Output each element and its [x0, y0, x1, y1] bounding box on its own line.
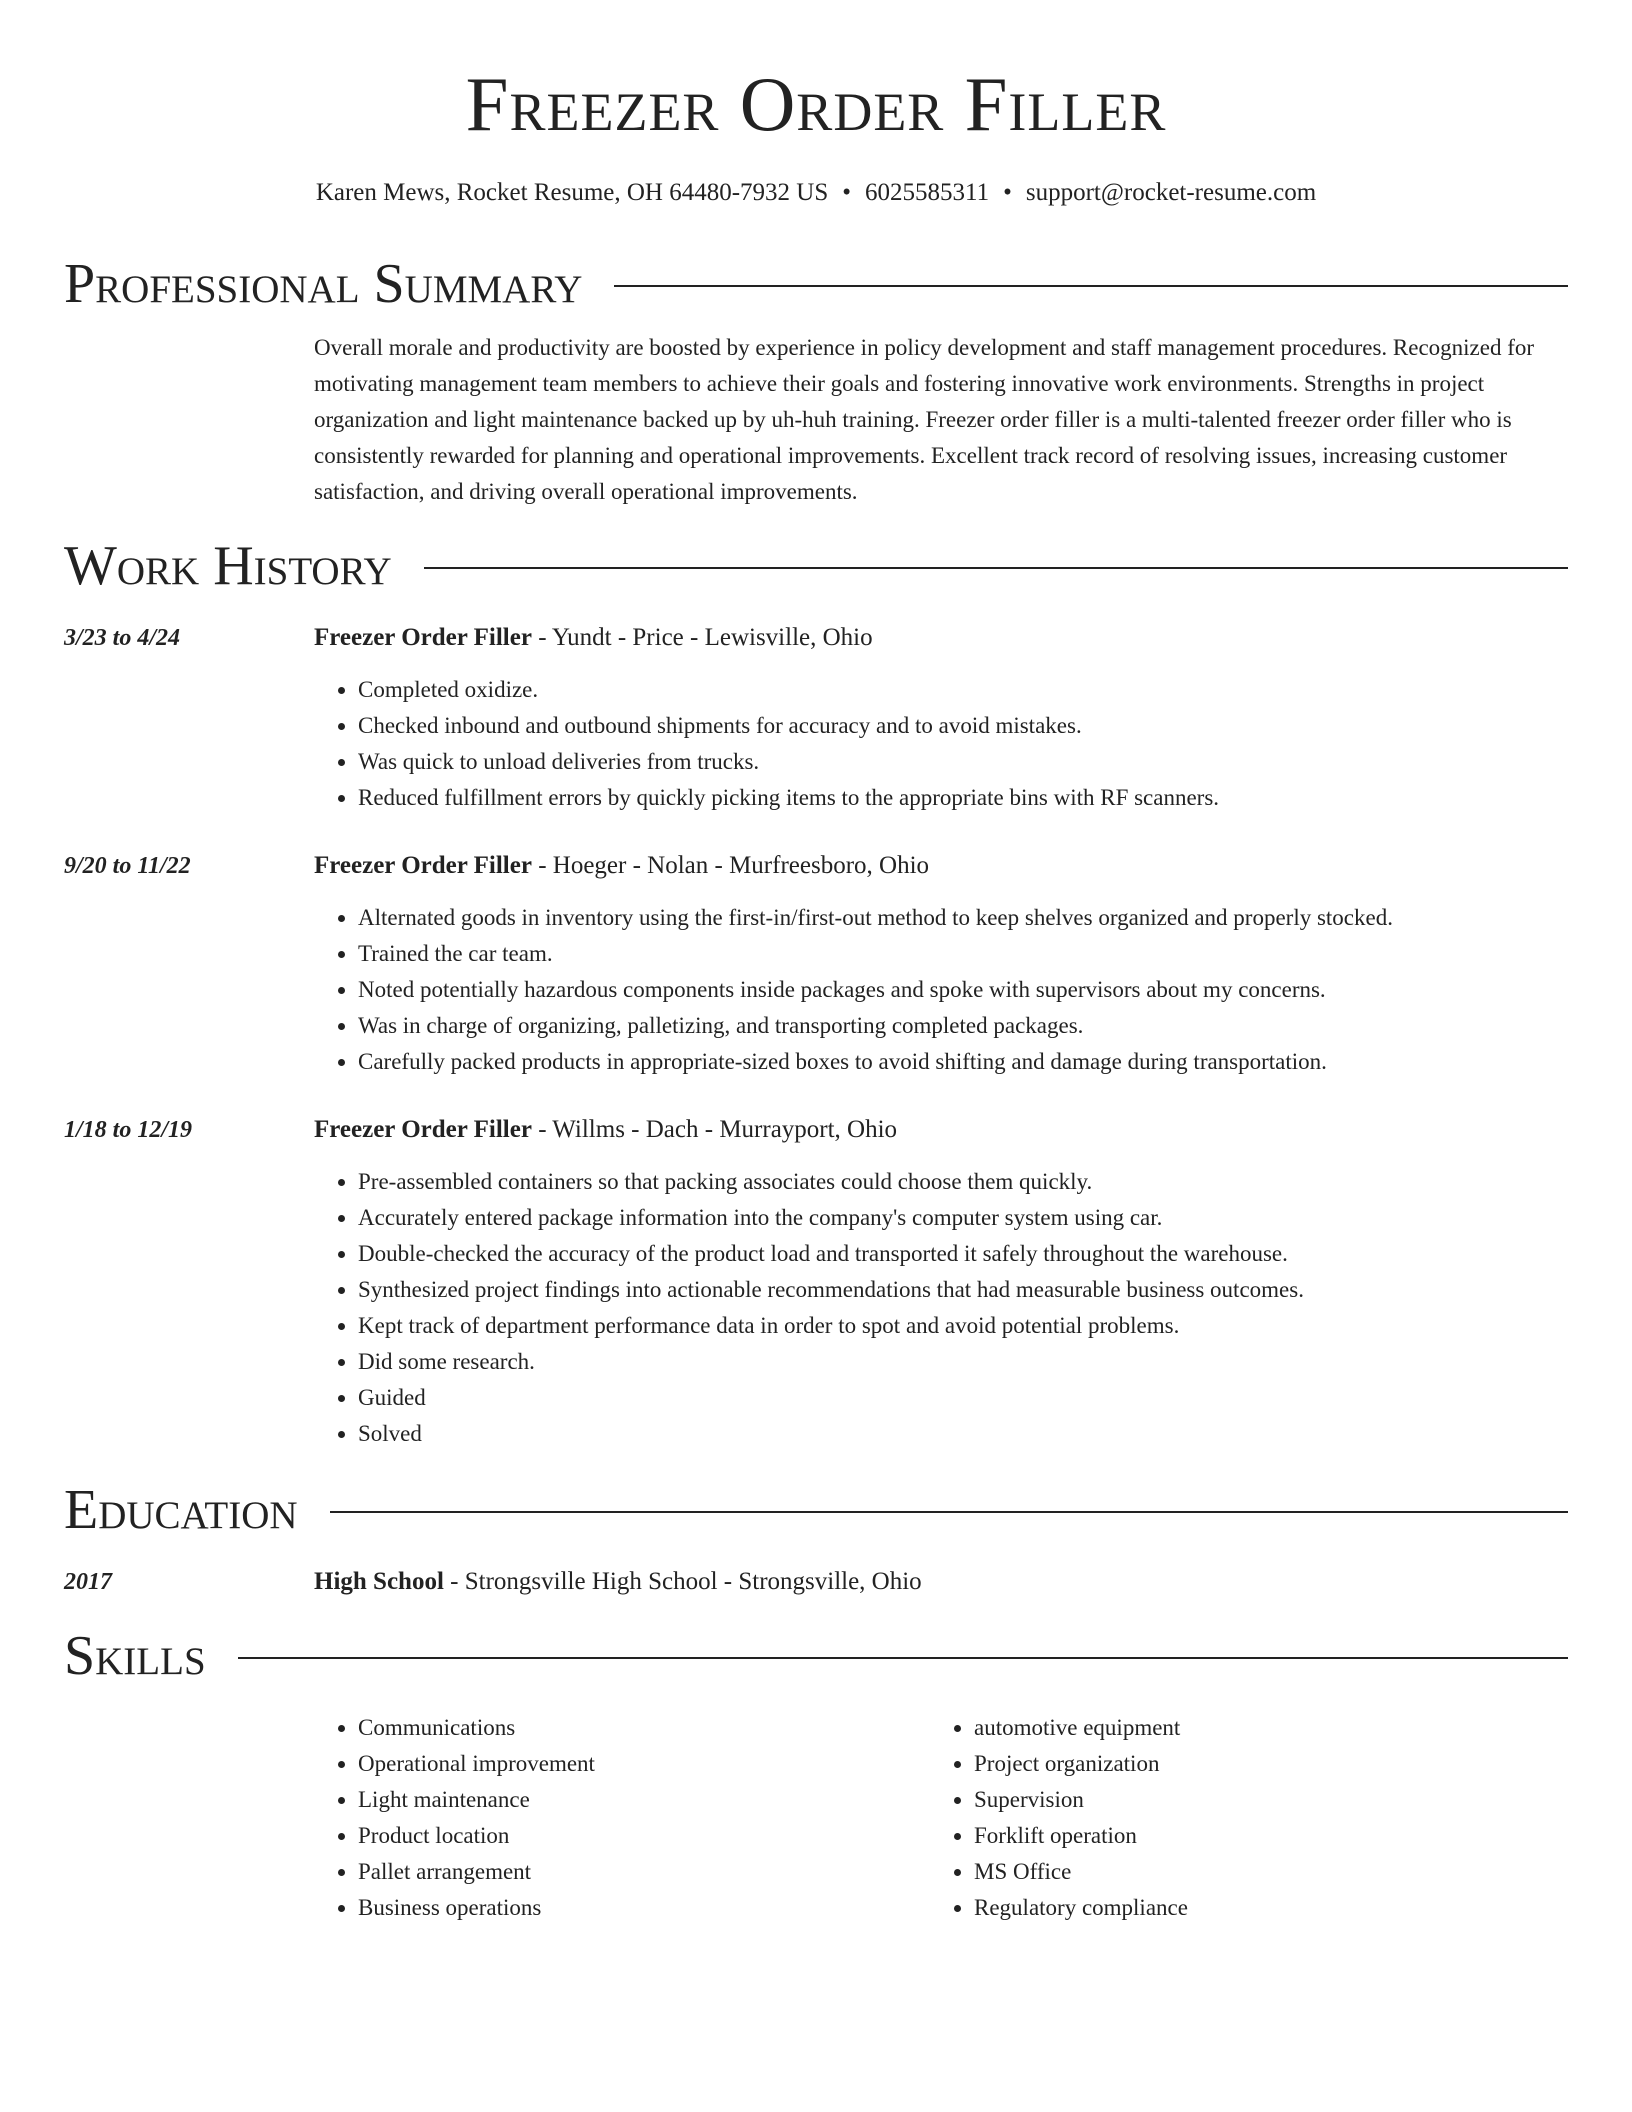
job-entry: [64, 1112, 1568, 1452]
job-bullet: • Was quick to unload deliveries from trucks.: [358, 744, 1568, 780]
skills-column-left: [314, 1710, 930, 1926]
contact-separator: •: [842, 179, 852, 206]
education-body: [314, 1564, 1568, 1600]
job-bullet: • Guided: [358, 1380, 1568, 1416]
job-bullet: • Trained the car team.: [358, 936, 1568, 972]
job-bullet: • Reduced fulfillment errors by quickly picking items to the appropriate bins with RF scanners.: [358, 780, 1568, 816]
job-body: [314, 1112, 1568, 1452]
section-divider: [330, 1511, 1568, 1513]
contact-phone: 6025585311: [865, 179, 990, 206]
section-title-skills: Skills: [64, 1625, 206, 1687]
resume-title: Freezer Order Filler: [465, 61, 1167, 147]
section-divider: [424, 567, 1568, 569]
section-header-education: [64, 1478, 1568, 1542]
job-bullet: • Carefully packed products in appropriate-sized boxes to avoid shifting and damage during transportation.: [358, 1044, 1568, 1080]
job-dates: 9/20 to 11/22: [64, 853, 191, 879]
section-title-work-history: Work History: [64, 535, 392, 597]
job-heading: [314, 620, 1568, 656]
job-bullet: • Was in charge of organizing, palletizing, and transporting completed packages.: [358, 1008, 1568, 1044]
contact-address: Karen Mews, Rocket Resume, OH 64480-7932 US: [315, 179, 829, 206]
section-title-education: Education: [64, 1479, 298, 1541]
job-heading: [314, 1112, 1568, 1148]
contact-separator: •: [1003, 179, 1012, 206]
section-title-summary: Professional Summary: [64, 253, 583, 315]
section-header-skills: [64, 1624, 1568, 1688]
job-bullets: [314, 672, 1568, 816]
section-header-work-history: [64, 534, 1568, 598]
job-dates: 1/18 to 12/19: [64, 1117, 193, 1143]
section-divider: [238, 1657, 1568, 1659]
job-bullet: • Pre-assembled containers so that packing associates could choose them quickly.: [358, 1164, 1568, 1200]
job-bullets: [314, 1164, 1568, 1452]
contact-email: support@rocket-resume.com: [1025, 179, 1317, 206]
education-heading: [314, 1564, 1568, 1600]
job-role: Freezer Order Filler: [314, 852, 532, 879]
section-header-summary: [64, 252, 1568, 316]
job-role: Freezer Order Filler: [314, 624, 532, 651]
skill-item: • automotive equipment: [974, 1710, 1546, 1746]
job-dates: 3/23 to 4/24: [64, 625, 181, 651]
job-bullet: • Did some research.: [358, 1344, 1568, 1380]
skill-item: • MS Office: [974, 1854, 1546, 1890]
skill-item: • Operational improvement: [358, 1746, 930, 1782]
education-year: 2017: [64, 1569, 112, 1595]
skill-item: • Light maintenance: [358, 1782, 930, 1818]
job-details: - Hoeger - Nolan - Murfreesboro, Ohio: [531, 852, 930, 879]
skills-list: [314, 1710, 1568, 1926]
job-bullet: • Solved: [358, 1416, 1568, 1452]
job-bullet: • Double-checked the accuracy of the product load and transported it safely throughout the warehouse.: [358, 1236, 1568, 1272]
job-details: - Willms - Dach - Murrayport, Ohio: [531, 1116, 898, 1143]
job-body: [314, 848, 1568, 1080]
job-heading: [314, 848, 1568, 884]
skill-item: • Business operations: [358, 1890, 930, 1926]
summary-text: Overall morale and productivity are boosted by experience in policy development and staff management procedures. Recognized for motivating management team members to achieve their goals and fostering innovative work environments. Strengths in project organization and light maintenance backed up by uh-huh training. Freezer order filler is a multi-talented freezer order filler who is consistently rewarded for planning and operational improvements. Excellent track record of resolving issues, increasing customer satisfaction, and driving overall operational improvements.: [314, 335, 1535, 504]
job-bullet: • Accurately entered package information into the company's computer system using car.: [358, 1200, 1568, 1236]
job-bullet: • Kept track of department performance data in order to spot and avoid potential problems.: [358, 1308, 1568, 1344]
skill-item: • Forklift operation: [974, 1818, 1546, 1854]
skill-item: • Supervision: [974, 1782, 1546, 1818]
skill-item: • Communications: [358, 1710, 930, 1746]
skill-item: • Project organization: [974, 1746, 1546, 1782]
job-bullets: [314, 900, 1568, 1080]
skill-item: • Pallet arrangement: [358, 1854, 930, 1890]
job-role: Freezer Order Filler: [314, 1116, 532, 1143]
education-details: - Strongsville High School - Strongsville, Ohio: [443, 1568, 922, 1595]
job-details: - Yundt - Price - Lewisville, Ohio: [531, 624, 873, 651]
job-bullet: • Alternated goods in inventory using the first-in/first-out method to keep shelves organized and properly stocked.: [358, 900, 1568, 936]
job-bullet: • Noted potentially hazardous components inside packages and spoke with supervisors about my concerns.: [358, 972, 1568, 1008]
education-degree: High School: [314, 1568, 444, 1595]
job-bullet: • Completed oxidize.: [358, 672, 1568, 708]
skill-item: • Product location: [358, 1818, 930, 1854]
job-entry: [64, 620, 1568, 816]
contact-line: [64, 178, 1568, 208]
skills-column-right: [930, 1710, 1546, 1926]
job-bullet: • Synthesized project findings into actionable recommendations that had measurable business outcomes.: [358, 1272, 1568, 1308]
job-entry: [64, 848, 1568, 1080]
education-entry: [64, 1564, 1568, 1600]
job-body: [314, 620, 1568, 816]
skill-item: • Regulatory compliance: [974, 1890, 1546, 1926]
job-bullet: • Checked inbound and outbound shipments for accuracy and to avoid mistakes.: [358, 708, 1568, 744]
section-divider: [614, 285, 1568, 287]
